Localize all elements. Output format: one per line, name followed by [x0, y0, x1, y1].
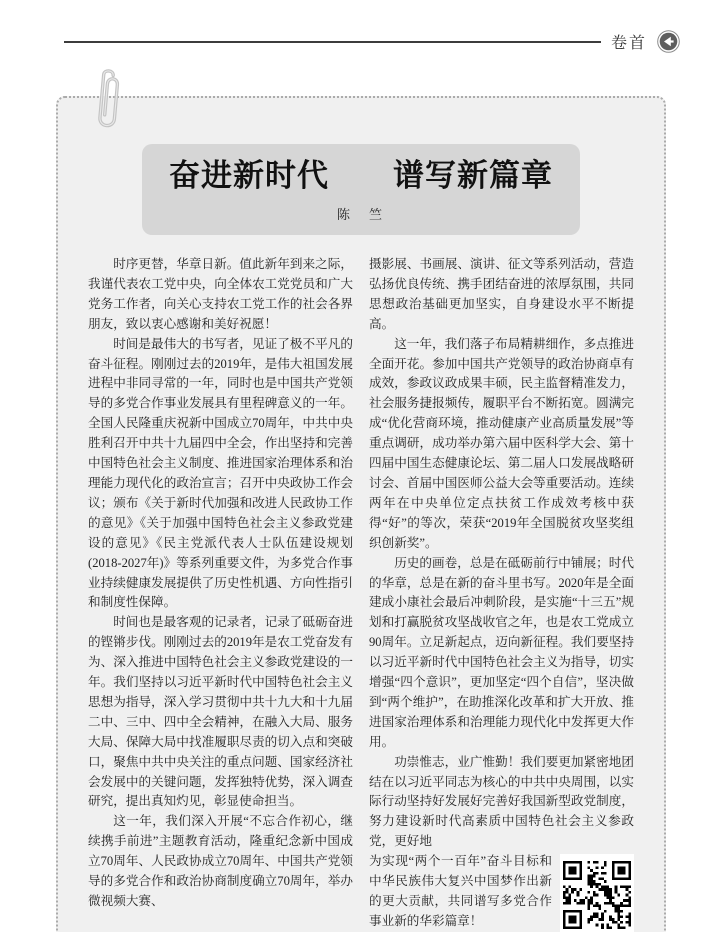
paragraph: 这一年，我们深入开展“不忘合作初心，继续携手前进”主题教育活动，隆重纪念新中国成立70周年、人民政协成立70周年、中国共产党领导的多党合作和政治协商制度确立70周年，举办微视频大赛、 [88, 814, 353, 908]
back-arrow-icon [657, 30, 680, 53]
section-label: 卷首 [610, 34, 647, 52]
paragraph: 这一年，我们落子布局精耕细作，多点推进全面开花。参加中国共产党领导的政治协商卓有成效，参政议政成果丰硕，民主监督精准发力，社会服务捷报频传，履职平台不断拓宽。圆满完成“优化营商环境，推动健康产业高质量发展”等重点调研，成功举办第六届中医科学大会、第十四届中国生态健康论坛、第二届人口发展战略研讨会、首届中国医师公益大会等重要活动。连续两年在中央单位定点扶贫工作成效考核中获得“好”的等次，荣获“2019年全国脱贫攻坚奖组织创新奖”。 [369, 336, 634, 550]
right-column [369, 255, 634, 932]
paragraph: 摄影展、书画展、演讲、征文等系列活动，营造弘扬优良传统、携手团结奋进的浓厚氛围，共同思想政治基础更加坚实，自身建设水平不断提高。 [369, 257, 634, 331]
header-rule [64, 41, 601, 43]
paragraph: 功崇惟志，业广惟勤！我们要更加紧密地团结在以习近平同志为核心的中共中央周围，以实际行动坚持好发展好完善好我国新型政党制度，努力建设新时代高素质中国特色社会主义参政党，更好地 [369, 754, 634, 849]
article-title: 奋进新时代 谱写新篇章 [169, 158, 553, 193]
paragraph: 时间也是最客观的记录者，记录了砥砺奋进的铿锵步伐。刚刚过去的2019年是农工党奋发有为、深入推进中国特色社会主义参政党建设的一年。我们坚持以习近平新时代中国特色社会主义思想为指导，深入学习贯彻中共十九大和十九届二中、三中、四中全会精神，在融入大局、服务大局、保障大局中找准履职尽责的切入点和突破口，聚焦中共中央关注的重点问题、国家经济社会发展中的关键问题，发挥独特优势，深入调查研究，提出真知灼见，彰显使命担当。 [88, 615, 353, 809]
left-column [88, 255, 353, 932]
paragraph: 为实现“两个一百年”奋斗目标和中华民族伟大复兴中国梦作出新的更大贡献，共同谱写多党合作事业新的华彩篇章！ [369, 854, 552, 928]
paragraph: 历史的画卷，总是在砥砺前行中铺展；时代的华章，总是在新的奋斗里书写。2020年是全面建成小康社会最后冲刺阶段，是实施“十三五”规划和打赢脱贫攻坚战收官之年，也是农工党成立90周年。立足新起点，迈向新征程。我们要坚持以习近平新时代中国特色社会主义为指导，切实增强“四个意识”，更加坚定“四个自信”，坚决做到“两个维护”，在助推深化改革和扩大开放、推进国家治理体系和治理能力现代化中发挥更大作用。 [369, 555, 634, 749]
article-author: 陈 竺 [336, 206, 385, 222]
paragraph: 时间是最伟大的书写者，见证了极不平凡的奋斗征程。刚刚过去的2019年，是伟大祖国发展进程中非同寻常的一年，同时也是中国共产党领导的多党合作事业发展具有里程碑意义的一年。全国人民隆重庆祝新中国成立70周年，中共中央胜利召开中共十九届四中全会，作出坚持和完善中国特色社会主义制度、推进国家治理体系和治理能力现代化的政治宣言；召开中央政协工作会议；颁布《关于新时代加强和改进人民政协工作的意见》《关于加强中国特色社会主义参政党建设的意见》《民主党派代表人士队伍建设规划(2018-2027年)》等系列重要文件，为多党合作事业持续健康发展提供了历史性机遇、方向性指引和制度性保障。 [88, 336, 353, 610]
article-card [56, 96, 666, 932]
running-head [64, 28, 680, 54]
paragraph: 时序更替，华章日新。值此新年到来之际，我谨代表农工党中央，向全体农工党党员和广大党务工作者，向关心支持农工党工作的社会各界朋友，致以衷心感谢和美好祝愿！ [88, 257, 353, 331]
paperclip-icon [89, 65, 125, 135]
title-panel [142, 144, 580, 235]
qr-code-svg [563, 857, 631, 932]
article-body [88, 255, 634, 932]
qr-code [560, 854, 634, 932]
paragraph-with-qr [369, 852, 634, 932]
